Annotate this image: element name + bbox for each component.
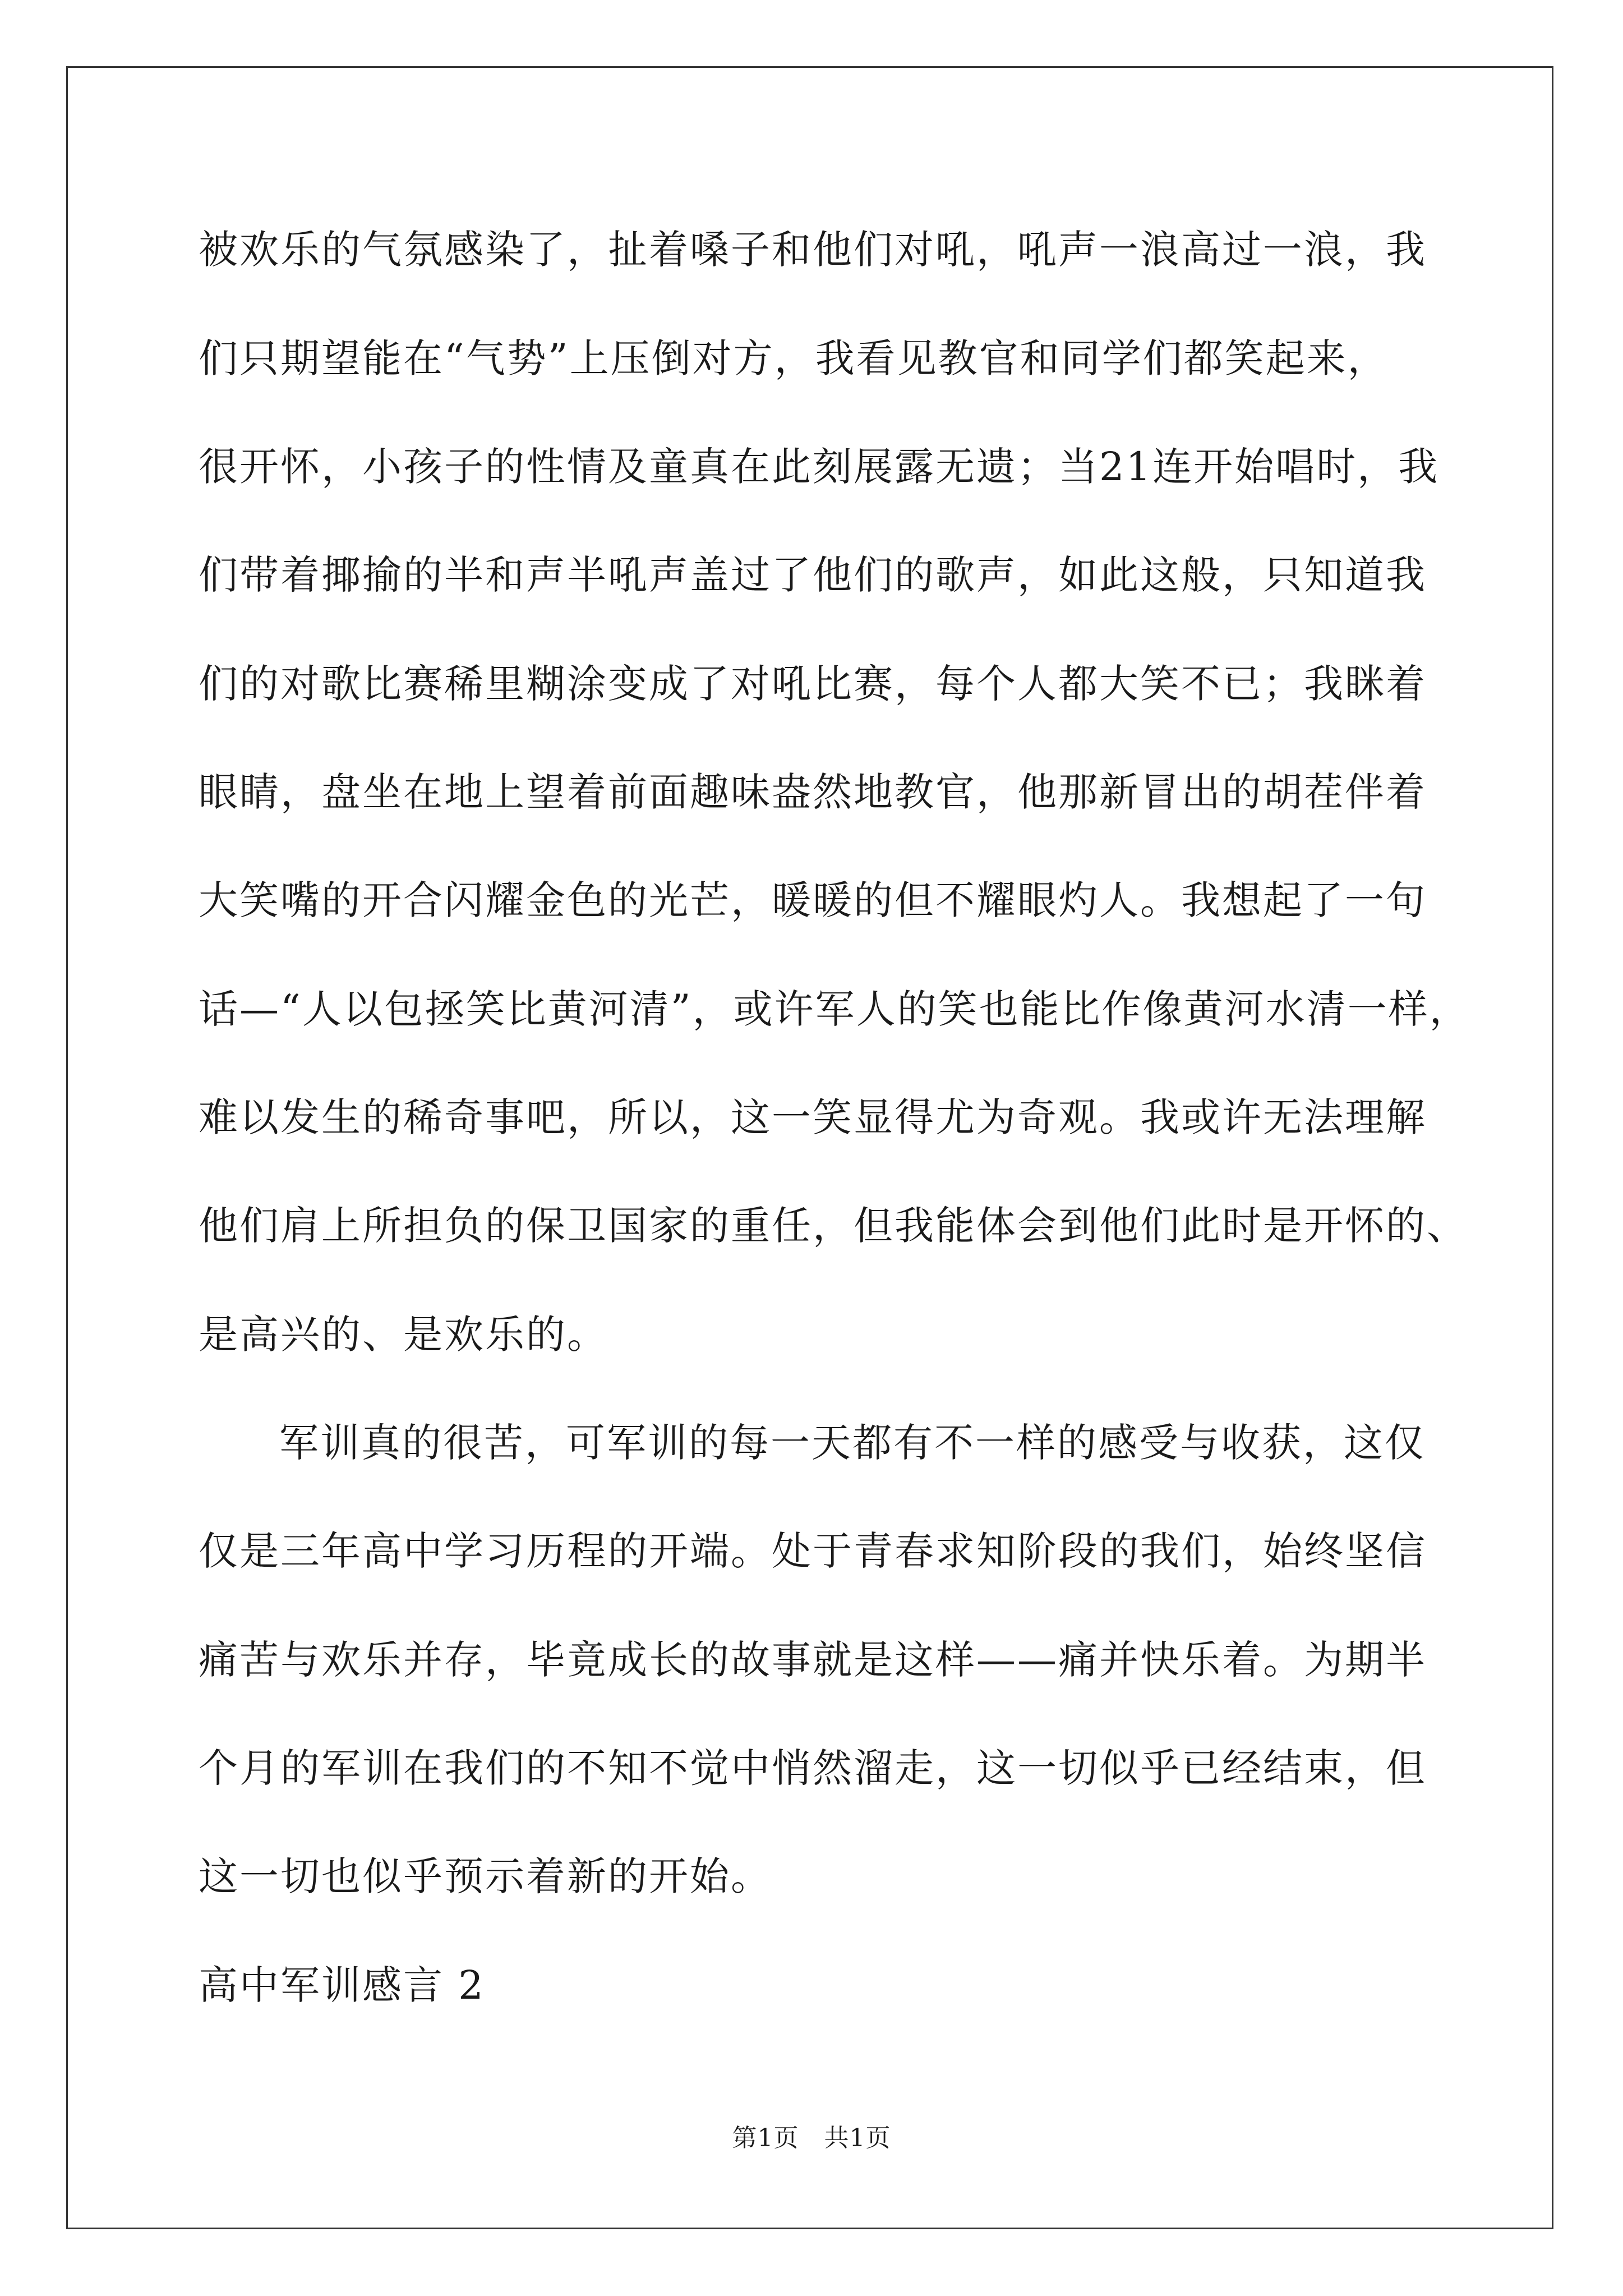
text-line: 们只期望能在“气势”上压倒对方，我看见教官和同学们都笑起来，: [199, 335, 1389, 381]
text-line: 话—“人以包拯笑比黄河清”，或许军人的笑也能比作像黄河水清一样，: [199, 986, 1470, 1032]
text-line: 个月的军训在我们的不知不觉中悄然溜走，这一切似乎已经结束，但: [199, 1745, 1427, 1791]
text-line: 很开怀，小孩子的性情及童真在此刻展露无遗；当21连开始唱时，我: [199, 444, 1440, 490]
text-line: 他们肩上所担负的保卫国家的重任，但我能体会到他们此时是开怀的、: [199, 1203, 1468, 1249]
text-line: 们的对歌比赛稀里糊涂变成了对吼比赛，每个人都大笑不已；我眯着: [199, 661, 1427, 707]
text-line: 痛苦与欢乐并存，毕竟成长的故事就是这样——痛并快乐着。为期半: [199, 1637, 1427, 1683]
text-line: 眼睛，盘坐在地上望着前面趣味盎然地教官，他那新冒出的胡茬伴着: [199, 769, 1427, 815]
text-line: 这一切也似乎预示着新的开始。: [199, 1853, 772, 1899]
text-line: 仅是三年高中学习历程的开端。处于青春求知阶段的我们，始终坚信: [199, 1528, 1427, 1574]
text-line: 大笑嘴的开合闪耀金色的光芒，暖暖的但不耀眼灼人。我想起了一句: [199, 877, 1427, 923]
page-frame: [66, 66, 1553, 2229]
text-line: 们带着揶揄的半和声半吼声盖过了他们的歌声，如此这般，只知道我: [199, 552, 1427, 598]
text-line: 难以发生的稀奇事吧，所以，这一笑显得尤为奇观。我或许无法理解: [199, 1094, 1427, 1140]
text-line: 被欢乐的气氛感染了，扯着嗓子和他们对吼，吼声一浪高过一浪，我: [199, 227, 1427, 273]
section-heading: 高中军训感言 2: [199, 1962, 485, 2008]
text-line: 是高兴的、是欢乐的。: [199, 1312, 608, 1358]
page-footer: 第1页 共1页: [732, 2124, 891, 2152]
text-line: 军训真的很苦，可军训的每一天都有不一样的感受与收获，这仅: [279, 1420, 1426, 1466]
